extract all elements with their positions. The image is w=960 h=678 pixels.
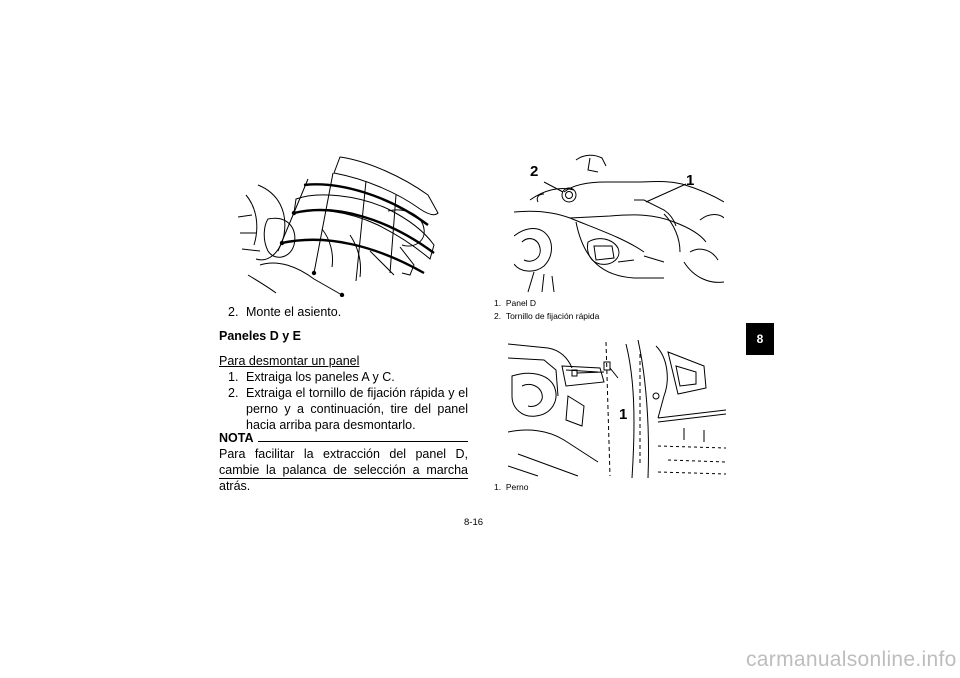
callout-1: 1: [619, 406, 628, 423]
seat-illustration: [238, 155, 450, 297]
note-label: NOTA: [219, 431, 254, 445]
note-rule-top: [258, 441, 468, 442]
step-text: Extraiga los paneles A y C.: [246, 370, 395, 384]
watermark: carmanualsonline.info: [746, 648, 957, 671]
subheading: Para desmontar un panel: [219, 354, 360, 368]
caption-text: Tornillo de fijación rápida: [505, 311, 600, 321]
caption-text: Panel D: [505, 298, 537, 308]
caption-item-1: [494, 481, 529, 494]
note-rule-bottom: [219, 478, 468, 479]
step-text: Monte el asiento.: [246, 305, 342, 319]
caption-number: 2.: [494, 311, 502, 321]
callout-1: 1: [686, 172, 695, 189]
step-text: Extraiga el tornillo de fijación rápida y el perno y a continuación, tire del panel hacia arriba para desmontarlo.: [246, 386, 468, 432]
step-number: 1.: [228, 370, 239, 384]
caption-item-2: [494, 310, 599, 323]
section-heading: Paneles D y E: [219, 329, 301, 343]
callout-2: 2: [530, 163, 539, 180]
caption-number: 1.: [494, 298, 502, 308]
step-number: 2.: [228, 305, 239, 319]
step-remove-screw: [228, 385, 468, 433]
bolt-illustration: [508, 336, 726, 478]
caption-number: 1.: [494, 482, 502, 492]
caption-item-1: [494, 297, 536, 310]
page-number: 8-16: [464, 517, 484, 528]
caption-text: Perno: [505, 482, 529, 492]
step-number: 2.: [228, 386, 239, 400]
note-text: Para facilitar la extracción del panel D, cambie la palanca de selección a marcha atrás.: [219, 447, 468, 493]
chapter-tab: 8: [746, 323, 774, 355]
